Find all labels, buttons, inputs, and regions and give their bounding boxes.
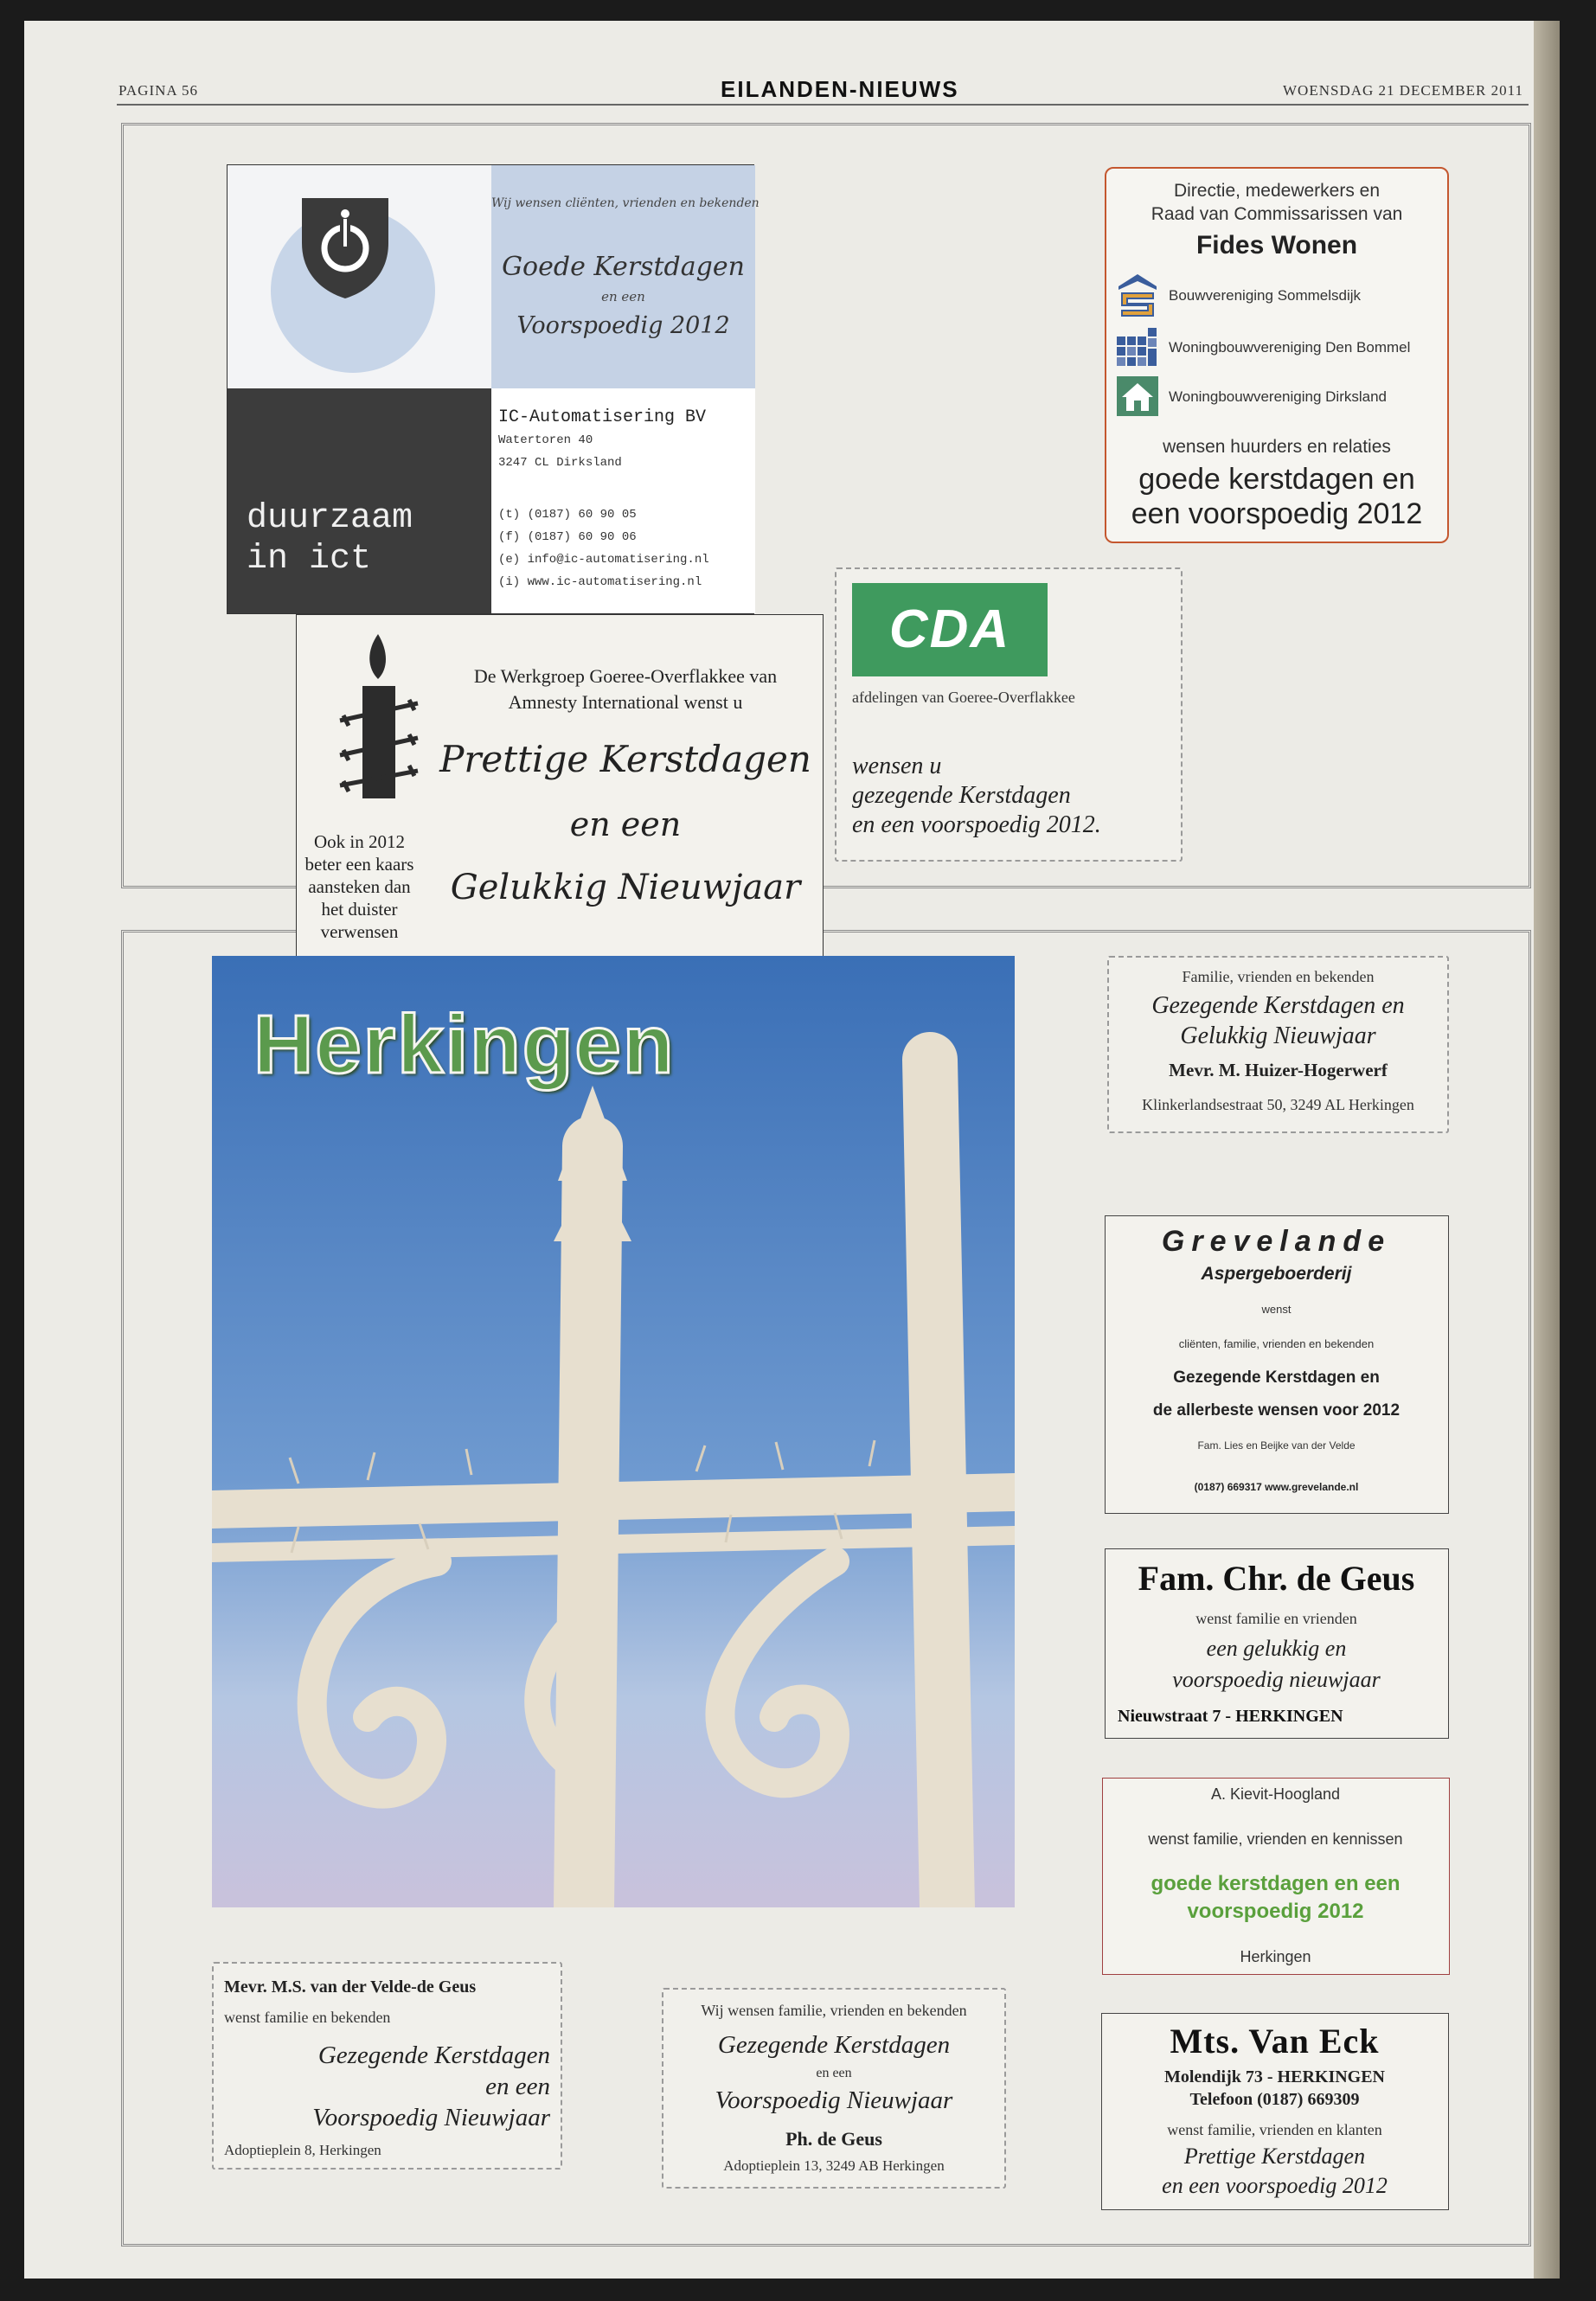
phgeus-intro: Wij wensen familie, vrienden en bekenden <box>701 2002 967 2019</box>
degeus-wish1: een gelukkig en <box>1206 1636 1347 1661</box>
amnesty-wish1: Prettige Kerstdagen <box>439 738 811 780</box>
vaneck-intro: wenst familie, vrienden en klanten <box>1167 2121 1382 2138</box>
phgeus-name: Ph. de Geus <box>785 2128 882 2150</box>
ic-contact-panel <box>491 388 755 613</box>
vaneck-address: Molendijk 73 - HERKINGEN <box>1163 2067 1386 2086</box>
ic-tel: (t) (0187) 60 90 05 <box>498 508 637 522</box>
grevelande-family: Fam. Lies en Beijke van der Velde <box>1197 1439 1356 1452</box>
grevelande-sub: Aspergeboerderij <box>1201 1264 1352 1284</box>
amnesty-ad <box>296 614 824 962</box>
kievit-name: A. Kievit-Hoogland <box>1210 1785 1341 1803</box>
fides-wish-intro: wensen huurders en relaties <box>1163 437 1391 457</box>
fides-wish1: goede kerstdagen en <box>1138 463 1415 496</box>
phgeus-ad <box>662 1988 1006 2189</box>
huizer-wish2: Gelukkig Nieuwjaar <box>1180 1022 1376 1049</box>
vandervelde-wish3: Voorspoedig Nieuwjaar <box>312 2104 550 2131</box>
ic-city: 3247 CL Dirksland <box>498 456 622 470</box>
huizer-intro: Familie, vrienden en bekenden <box>1182 968 1375 985</box>
amnesty-side5: verwensen <box>320 921 399 942</box>
vandervelde-address: Adoptieplein 8, Herkingen <box>224 2142 381 2158</box>
grevelande-name: Grevelande <box>1161 1225 1392 1258</box>
kievit-intro: wenst familie, vrienden en kennissen <box>1148 1830 1403 1848</box>
kievit-wish1: goede kerstdagen en een <box>1151 1872 1401 1895</box>
grevelande-to: cliënten, familie, vrienden en bekenden <box>1178 1337 1375 1350</box>
ic-slogan-panel <box>228 388 491 613</box>
cda-wish2: gezegende Kerstdagen <box>852 782 1071 809</box>
vandervelde-intro: wenst familie en bekenden <box>224 2009 391 2026</box>
grevelande-wish2: de allerbeste wensen voor 2012 <box>1152 1401 1401 1420</box>
grevelande-wish1: Gezegende Kerstdagen en <box>1173 1368 1380 1387</box>
cda-logo-text: CDA <box>888 599 1011 659</box>
ic-slogan-line2: in ict <box>247 540 372 579</box>
vaneck-wish1: Prettige Kerstdagen <box>1183 2144 1366 2169</box>
fides-member-1: Bouwvereniging Sommelsdijk <box>1169 287 1362 304</box>
kievit-wish2: voorspoedig 2012 <box>1187 1900 1364 1923</box>
vaneck-phone: Telefoon (0187) 669309 <box>1189 2090 1360 2109</box>
kievit-place: Herkingen <box>1240 1948 1311 1965</box>
ic-wish-intro: Wij wensen cliënten, vrienden en bekenden <box>491 196 760 210</box>
fides-intro2: Raad van Commissarissen van <box>1151 204 1403 224</box>
vaneck-wish2: en een voorspoedig 2012 <box>1162 2173 1388 2198</box>
amnesty-wish3: Gelukkig Nieuwjaar <box>450 868 801 907</box>
page-spine <box>1534 21 1560 2279</box>
cda-ad <box>835 567 1183 862</box>
amnesty-intro1: De Werkgroep Goeree-Overflakkee van <box>473 665 778 687</box>
degeus-intro: wenst familie en vrienden <box>1195 1610 1357 1627</box>
ic-slogan-line1: duurzaam <box>247 499 413 538</box>
herkingen-title: Herkingen <box>253 998 676 1091</box>
issue-date: WOENSDAG 21 DECEMBER 2011 <box>1283 82 1523 99</box>
cda-logo <box>852 583 1048 676</box>
fides-name: Fides Wonen <box>1195 231 1358 260</box>
cda-wish1: wensen u <box>852 753 942 779</box>
ic-web: (i) www.ic-automatisering.nl <box>498 575 702 589</box>
fides-wonen-ad <box>1105 167 1449 543</box>
ic-wish-panel <box>491 165 760 388</box>
ic-wish-line2: en een <box>601 289 645 304</box>
phgeus-wish1: Gezegende Kerstdagen <box>717 2031 951 2059</box>
grid-logo-icon <box>1115 324 1160 369</box>
house-logo-icon <box>1115 375 1160 418</box>
vaneck-ad <box>1101 2013 1449 2210</box>
candle-barbed-wire-icon <box>331 625 426 807</box>
huizer-address: Klinkerlandsestraat 50, 3249 AL Herkingen <box>1142 1096 1414 1113</box>
degeus-wish2: voorspoedig nieuwjaar <box>1172 1667 1381 1692</box>
fides-member-2: Woningbouwvereniging Den Bommel <box>1169 339 1411 356</box>
vandervelde-wish2: en een <box>485 2073 550 2100</box>
herkingen-photo <box>212 956 1015 1907</box>
huizer-name: Mevr. M. Huizer-Hogerwerf <box>1169 1060 1388 1080</box>
ic-company: IC-Automatisering BV <box>498 407 707 427</box>
grevelande-wenst: wenst <box>1261 1303 1292 1316</box>
phgeus-wish3: Voorspoedig Nieuwjaar <box>715 2086 953 2114</box>
degeus-ad <box>1105 1548 1449 1739</box>
grevelande-ad <box>1105 1215 1449 1514</box>
degeus-name: Fam. Chr. de Geus <box>1138 1559 1415 1598</box>
amnesty-wish2: en een <box>569 805 682 843</box>
cda-sub: afdelingen van Goeree-Overflakkee <box>852 689 1075 706</box>
huizer-ad <box>1107 956 1449 1133</box>
ic-automatisering-ad <box>227 164 760 614</box>
fides-member-3: Woningbouwvereniging Dirksland <box>1169 388 1387 405</box>
amnesty-side2: beter een kaars <box>304 854 414 875</box>
vandervelde-name: Mevr. M.S. van der Velde-de Geus <box>224 1977 477 1997</box>
fides-wish2: een voorspoedig 2012 <box>1131 497 1423 530</box>
vandervelde-wish1: Gezegende Kerstdagen <box>317 2041 550 2069</box>
header-rule <box>117 104 1529 106</box>
phgeus-address: Adoptieplein 13, 3249 AB Herkingen <box>723 2157 945 2174</box>
cda-wish3: en een voorspoedig 2012. <box>852 811 1101 838</box>
masthead: EILANDEN-NIEUWS <box>721 76 959 102</box>
kievit-ad <box>1102 1778 1450 1975</box>
amnesty-side3: aansteken dan <box>308 876 411 897</box>
phgeus-wish2: en een <box>816 2066 852 2080</box>
page-number: PAGINA 56 <box>119 82 198 99</box>
power-button-icon <box>290 191 401 302</box>
vandervelde-ad <box>212 1962 562 2170</box>
ic-email: (e) info@ic-automatisering.nl <box>498 553 709 567</box>
frosted-fence-illustration <box>212 956 1015 1907</box>
ic-fax: (f) (0187) 60 90 06 <box>498 530 637 544</box>
ic-street: Watertoren 40 <box>498 433 593 447</box>
amnesty-intro2: Amnesty International wenst u <box>508 691 743 713</box>
degeus-address: Nieuwstraat 7 - HERKINGEN <box>1118 1707 1343 1726</box>
grevelande-contact: (0187) 669317 www.grevelande.nl <box>1194 1481 1359 1493</box>
fides-intro1: Directie, medewerkers en <box>1173 181 1381 201</box>
huizer-wish1: Gezegende Kerstdagen en <box>1151 992 1405 1019</box>
amnesty-side4: het duister <box>321 899 398 920</box>
vaneck-name: Mts. Van Eck <box>1170 2022 1380 2061</box>
ic-wish-line1: Goede Kerstdagen <box>502 252 745 282</box>
s-logo-icon <box>1115 271 1160 321</box>
amnesty-side1: Ook in 2012 <box>314 831 405 852</box>
ic-wish-line3: Voorspoedig 2012 <box>516 312 730 339</box>
ic-logo-panel <box>228 165 491 388</box>
